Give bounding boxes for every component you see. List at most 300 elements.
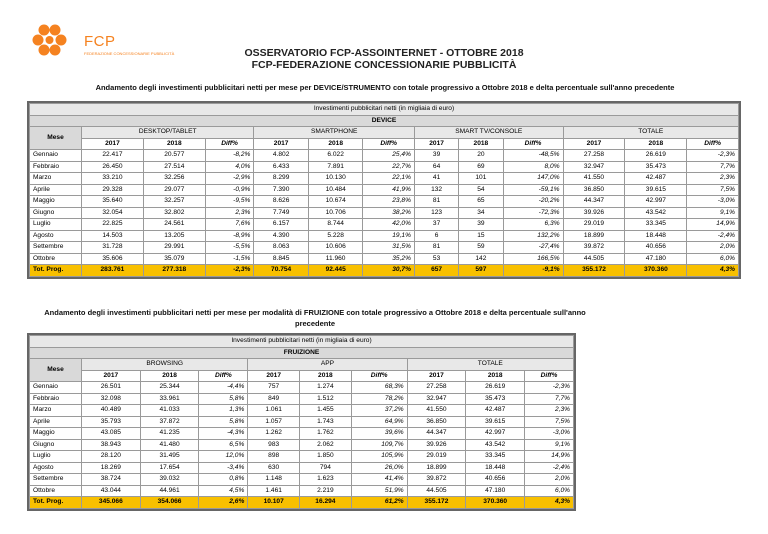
column-header: Diff% <box>199 370 248 382</box>
month-cell: Tot. Prog. <box>30 265 82 277</box>
value-cell: 29.019 <box>563 219 625 231</box>
value-cell: 17.654 <box>140 462 199 474</box>
column-header: Diff% <box>525 370 574 382</box>
value-cell: 41,9% <box>363 184 415 196</box>
column-header: 2017 <box>563 138 625 150</box>
value-cell: 32.098 <box>82 393 141 405</box>
value-cell: 37.872 <box>140 416 199 428</box>
value-cell: 47.180 <box>466 485 525 497</box>
value-cell: 41.480 <box>140 439 199 451</box>
value-cell: 132,2% <box>503 230 563 242</box>
table-row <box>30 207 739 219</box>
value-cell: 6,0% <box>687 253 739 265</box>
table2-description: Andamento degli investimenti pubblicitari netti per mese per modalità di FRUIZIONE con totale progressivo a Ottobre 2018 e delta percentuale sull'anno precedente <box>44 308 586 328</box>
value-cell: -2,9% <box>205 173 254 185</box>
value-cell: 39.615 <box>625 184 687 196</box>
column-header: 2017 <box>414 138 458 150</box>
value-cell: 630 <box>248 462 300 474</box>
value-cell: -72,3% <box>503 207 563 219</box>
value-cell: 33.961 <box>140 393 199 405</box>
value-cell: 32.947 <box>407 393 466 405</box>
value-cell: 597 <box>459 265 503 277</box>
value-cell: 757 <box>248 382 300 394</box>
value-cell: 2,6% <box>199 497 248 509</box>
value-cell: 18.448 <box>625 230 687 242</box>
value-cell: 78,2% <box>351 393 407 405</box>
value-cell: 7,7% <box>687 161 739 173</box>
value-cell: 36.850 <box>407 416 466 428</box>
value-cell: 64,9% <box>351 416 407 428</box>
group-header: DESKTOP/TABLET <box>82 127 254 139</box>
column-header: 2018 <box>300 370 352 382</box>
value-cell: 39 <box>459 219 503 231</box>
value-cell: 2,0% <box>525 474 574 486</box>
value-cell: 35,2% <box>363 253 415 265</box>
value-cell: 32.257 <box>143 196 205 208</box>
value-cell: 61,2% <box>351 497 407 509</box>
value-cell: -3,0% <box>525 428 574 440</box>
month-cell: Tot. Prog. <box>30 497 82 509</box>
value-cell: 27.514 <box>143 161 205 173</box>
value-cell: 11.960 <box>308 253 363 265</box>
value-cell: 2,0% <box>687 242 739 254</box>
value-cell: 1.262 <box>248 428 300 440</box>
value-cell: 34 <box>459 207 503 219</box>
value-cell: 40.656 <box>625 242 687 254</box>
value-cell: 19,1% <box>363 230 415 242</box>
value-cell: 43.542 <box>625 207 687 219</box>
value-cell: 6.433 <box>254 161 309 173</box>
table-row <box>30 230 739 242</box>
table-row <box>30 451 574 463</box>
table-row <box>30 439 574 451</box>
table-row <box>30 382 574 394</box>
value-cell: 27.258 <box>407 382 466 394</box>
value-cell: 0,8% <box>199 474 248 486</box>
value-cell: 40.489 <box>82 405 141 417</box>
value-cell: 32.256 <box>143 173 205 185</box>
table-row <box>30 416 574 428</box>
month-cell: Giugno <box>30 439 82 451</box>
value-cell: 39.926 <box>407 439 466 451</box>
value-cell: 2.062 <box>300 439 352 451</box>
value-cell: 7,5% <box>687 184 739 196</box>
value-cell: 35.640 <box>82 196 144 208</box>
value-cell: 32.947 <box>563 161 625 173</box>
column-header: 2017 <box>82 370 141 382</box>
month-cell: Agosto <box>30 462 82 474</box>
value-cell: 42.487 <box>466 405 525 417</box>
value-cell: 2,3% <box>205 207 254 219</box>
value-cell: 81 <box>414 242 458 254</box>
report-subtitle: FCP-FEDERAZIONE CONCESSIONARIE PUBBLICITÀ <box>251 59 517 71</box>
table1-caption: Investimenti pubblicitari netti (in migliaia di euro) <box>30 104 739 116</box>
value-cell: -2,3% <box>687 150 739 162</box>
month-cell: Maggio <box>30 428 82 440</box>
value-cell: 41.550 <box>563 173 625 185</box>
table-row <box>30 219 739 231</box>
total-row <box>30 497 574 509</box>
value-cell: 22,1% <box>363 173 415 185</box>
value-cell: 27.258 <box>563 150 625 162</box>
group-header: SMARTPHONE <box>254 127 415 139</box>
value-cell: 142 <box>459 253 503 265</box>
value-cell: 166,5% <box>503 253 563 265</box>
month-cell: Settembre <box>30 474 82 486</box>
value-cell: 26.619 <box>625 150 687 162</box>
value-cell: 101 <box>459 173 503 185</box>
value-cell: 5.228 <box>308 230 363 242</box>
month-cell: Luglio <box>30 219 82 231</box>
value-cell: 14.503 <box>82 230 144 242</box>
fruizione-table <box>29 335 574 509</box>
value-cell: 370.360 <box>625 265 687 277</box>
value-cell: 1.061 <box>248 405 300 417</box>
value-cell: 7.749 <box>254 207 309 219</box>
value-cell: 14,9% <box>687 219 739 231</box>
value-cell: 37 <box>414 219 458 231</box>
value-cell: 43.044 <box>82 485 141 497</box>
value-cell: 53 <box>414 253 458 265</box>
value-cell: 20 <box>459 150 503 162</box>
value-cell: 68,3% <box>351 382 407 394</box>
table2-caption: Investimenti pubblicitari netti (in migliaia di euro) <box>30 336 574 348</box>
month-cell: Ottobre <box>30 485 82 497</box>
value-cell: 4.390 <box>254 230 309 242</box>
value-cell: 35.793 <box>82 416 141 428</box>
value-cell: 38,2% <box>363 207 415 219</box>
column-header: Diff% <box>687 138 739 150</box>
mese-header: Mese <box>30 359 82 382</box>
column-header: 2017 <box>407 370 466 382</box>
month-cell: Marzo <box>30 405 82 417</box>
column-header: Diff% <box>363 138 415 150</box>
value-cell: 32.802 <box>143 207 205 219</box>
value-cell: 26.501 <box>82 382 141 394</box>
logo-text: FCP <box>84 33 116 50</box>
value-cell: 22.417 <box>82 150 144 162</box>
column-header: 2017 <box>82 138 144 150</box>
month-cell: Luglio <box>30 451 82 463</box>
month-cell: Settembre <box>30 242 82 254</box>
value-cell: 16.294 <box>300 497 352 509</box>
value-cell: 35.473 <box>466 393 525 405</box>
value-cell: 1.461 <box>248 485 300 497</box>
month-cell: Maggio <box>30 196 82 208</box>
value-cell: 24.561 <box>143 219 205 231</box>
value-cell: 39.926 <box>563 207 625 219</box>
value-cell: 794 <box>300 462 352 474</box>
value-cell: 41 <box>414 173 458 185</box>
column-header: Diff% <box>205 138 254 150</box>
value-cell: -9,5% <box>205 196 254 208</box>
value-cell: 1.274 <box>300 382 352 394</box>
value-cell: 38.724 <box>82 474 141 486</box>
group-header: TOTALE <box>407 359 573 371</box>
value-cell: 18.899 <box>407 462 466 474</box>
value-cell: 64 <box>414 161 458 173</box>
value-cell: 283.761 <box>82 265 144 277</box>
value-cell: 8.063 <box>254 242 309 254</box>
value-cell: 1.850 <box>300 451 352 463</box>
value-cell: 8.626 <box>254 196 309 208</box>
value-cell: 1.743 <box>300 416 352 428</box>
value-cell: -1,5% <box>205 253 254 265</box>
value-cell: 42,0% <box>363 219 415 231</box>
value-cell: 26,0% <box>351 462 407 474</box>
value-cell: 6 <box>414 230 458 242</box>
value-cell: 123 <box>414 207 458 219</box>
table-row <box>30 485 574 497</box>
value-cell: -20,2% <box>503 196 563 208</box>
value-cell: 25,4% <box>363 150 415 162</box>
value-cell: 42.997 <box>625 196 687 208</box>
value-cell: 33.345 <box>466 451 525 463</box>
value-cell: 8,0% <box>503 161 563 173</box>
value-cell: -3,0% <box>687 196 739 208</box>
value-cell: 4.802 <box>254 150 309 162</box>
value-cell: 51,9% <box>351 485 407 497</box>
value-cell: 26.619 <box>466 382 525 394</box>
value-cell: 10.484 <box>308 184 363 196</box>
value-cell: 8.744 <box>308 219 363 231</box>
table1-section: DEVICE <box>30 115 739 127</box>
device-table <box>29 103 739 277</box>
value-cell: 41.550 <box>407 405 466 417</box>
value-cell: 355.172 <box>407 497 466 509</box>
value-cell: 40.656 <box>466 474 525 486</box>
value-cell: 18.448 <box>466 462 525 474</box>
value-cell: 657 <box>414 265 458 277</box>
month-cell: Aprile <box>30 416 82 428</box>
column-header: 2018 <box>308 138 363 150</box>
value-cell: -4,4% <box>199 382 248 394</box>
value-cell: 109,7% <box>351 439 407 451</box>
value-cell: 42.487 <box>625 173 687 185</box>
value-cell: 15 <box>459 230 503 242</box>
value-cell: 29.077 <box>143 184 205 196</box>
value-cell: 44.505 <box>563 253 625 265</box>
total-row <box>30 265 739 277</box>
table-row <box>30 173 739 185</box>
value-cell: 20.577 <box>143 150 205 162</box>
month-cell: Marzo <box>30 173 82 185</box>
value-cell: 42.997 <box>466 428 525 440</box>
column-header: 2018 <box>459 138 503 150</box>
value-cell: 41.033 <box>140 405 199 417</box>
value-cell: 22,7% <box>363 161 415 173</box>
value-cell: 39,6% <box>351 428 407 440</box>
value-cell: 29.328 <box>82 184 144 196</box>
table-row <box>30 474 574 486</box>
value-cell: 22.825 <box>82 219 144 231</box>
value-cell: 1.057 <box>248 416 300 428</box>
value-cell: 39.872 <box>563 242 625 254</box>
report-title: OSSERVATORIO FCP-ASSOINTERNET - OTTOBRE 2018 <box>244 47 524 59</box>
value-cell: 10.107 <box>248 497 300 509</box>
value-cell: 39.615 <box>466 416 525 428</box>
value-cell: -9,1% <box>503 265 563 277</box>
value-cell: 2.219 <box>300 485 352 497</box>
month-cell: Febbraio <box>30 161 82 173</box>
value-cell: 54 <box>459 184 503 196</box>
table-row <box>30 161 739 173</box>
month-cell: Agosto <box>30 230 82 242</box>
value-cell: -5,5% <box>205 242 254 254</box>
table-row <box>30 196 739 208</box>
value-cell: 28.120 <box>82 451 141 463</box>
value-cell: 44.961 <box>140 485 199 497</box>
value-cell: -2,4% <box>687 230 739 242</box>
value-cell: 26.450 <box>82 161 144 173</box>
value-cell: 23,8% <box>363 196 415 208</box>
month-cell: Febbraio <box>30 393 82 405</box>
value-cell: 39 <box>414 150 458 162</box>
value-cell: 31.495 <box>140 451 199 463</box>
value-cell: 1.762 <box>300 428 352 440</box>
value-cell: 44.347 <box>563 196 625 208</box>
value-cell: 30,7% <box>363 265 415 277</box>
value-cell: 36.850 <box>563 184 625 196</box>
table-row <box>30 150 739 162</box>
value-cell: -59,1% <box>503 184 563 196</box>
value-cell: 69 <box>459 161 503 173</box>
value-cell: 6.022 <box>308 150 363 162</box>
column-header: Diff% <box>503 138 563 150</box>
value-cell: 6,3% <box>503 219 563 231</box>
value-cell: 39.872 <box>407 474 466 486</box>
value-cell: 2,3% <box>687 173 739 185</box>
column-header: 2018 <box>625 138 687 150</box>
table-row <box>30 184 739 196</box>
value-cell: 1.455 <box>300 405 352 417</box>
value-cell: 43.542 <box>466 439 525 451</box>
value-cell: 355.172 <box>563 265 625 277</box>
value-cell: 14,9% <box>525 451 574 463</box>
table1-description: Andamento degli investimenti pubblicitari netti per mese per DEVICE/STRUMENTO con totale progressivo a Ottobre 2018 e delta percentuale sull'anno precedente <box>95 83 675 92</box>
value-cell: 33.210 <box>82 173 144 185</box>
value-cell: 132 <box>414 184 458 196</box>
value-cell: 4,3% <box>525 497 574 509</box>
value-cell: 10.674 <box>308 196 363 208</box>
value-cell: -3,4% <box>199 462 248 474</box>
logo-subtitle: FEDERAZIONE CONCESSIONARIE PUBBLICITÀ <box>84 51 175 56</box>
value-cell: 39.032 <box>140 474 199 486</box>
column-header: 2017 <box>254 138 309 150</box>
value-cell: 5,8% <box>199 416 248 428</box>
month-cell: Giugno <box>30 207 82 219</box>
group-header: APP <box>248 359 407 371</box>
value-cell: 5,8% <box>199 393 248 405</box>
value-cell: 898 <box>248 451 300 463</box>
value-cell: 7,5% <box>525 416 574 428</box>
value-cell: 147,0% <box>503 173 563 185</box>
value-cell: 4,0% <box>205 161 254 173</box>
value-cell: 81 <box>414 196 458 208</box>
value-cell: -4,3% <box>199 428 248 440</box>
column-header: 2018 <box>466 370 525 382</box>
value-cell: -0,9% <box>205 184 254 196</box>
column-header: 2017 <box>248 370 300 382</box>
value-cell: 9,1% <box>525 439 574 451</box>
value-cell: -2,3% <box>525 382 574 394</box>
value-cell: 7.891 <box>308 161 363 173</box>
value-cell: 32.054 <box>82 207 144 219</box>
value-cell: 44.347 <box>407 428 466 440</box>
value-cell: 25.344 <box>140 382 199 394</box>
table2-section: FRUIZIONE <box>30 347 574 359</box>
table-row <box>30 242 739 254</box>
mese-header: Mese <box>30 127 82 150</box>
value-cell: 18.899 <box>563 230 625 242</box>
value-cell: 8.845 <box>254 253 309 265</box>
value-cell: 18.269 <box>82 462 141 474</box>
group-header: BROWSING <box>82 359 248 371</box>
group-header: TOTALE <box>563 127 738 139</box>
table-row <box>30 393 574 405</box>
value-cell: 1.148 <box>248 474 300 486</box>
table-row <box>30 405 574 417</box>
value-cell: 12,0% <box>199 451 248 463</box>
value-cell: 35.473 <box>625 161 687 173</box>
value-cell: 41.235 <box>140 428 199 440</box>
value-cell: 35.606 <box>82 253 144 265</box>
value-cell: 4,3% <box>687 265 739 277</box>
value-cell: 849 <box>248 393 300 405</box>
value-cell: 7,7% <box>525 393 574 405</box>
value-cell: 41,4% <box>351 474 407 486</box>
value-cell: 70.754 <box>254 265 309 277</box>
value-cell: -27,4% <box>503 242 563 254</box>
value-cell: 8.299 <box>254 173 309 185</box>
value-cell: 65 <box>459 196 503 208</box>
value-cell: 4,5% <box>199 485 248 497</box>
value-cell: 370.360 <box>466 497 525 509</box>
value-cell: -48,5% <box>503 150 563 162</box>
month-cell: Gennaio <box>30 150 82 162</box>
value-cell: 92.445 <box>308 265 363 277</box>
month-cell: Aprile <box>30 184 82 196</box>
value-cell: 354.066 <box>140 497 199 509</box>
value-cell: 10.706 <box>308 207 363 219</box>
value-cell: 59 <box>459 242 503 254</box>
value-cell: 7,6% <box>205 219 254 231</box>
value-cell: 1.623 <box>300 474 352 486</box>
value-cell: 10.130 <box>308 173 363 185</box>
value-cell: 35.079 <box>143 253 205 265</box>
value-cell: 6.157 <box>254 219 309 231</box>
value-cell: 47.180 <box>625 253 687 265</box>
value-cell: 44.505 <box>407 485 466 497</box>
column-header: 2018 <box>143 138 205 150</box>
value-cell: 33.345 <box>625 219 687 231</box>
table-row <box>30 253 739 265</box>
value-cell: 983 <box>248 439 300 451</box>
value-cell: 6,5% <box>199 439 248 451</box>
value-cell: -2,3% <box>205 265 254 277</box>
value-cell: 43.085 <box>82 428 141 440</box>
value-cell: 1.512 <box>300 393 352 405</box>
value-cell: 13.205 <box>143 230 205 242</box>
value-cell: -2,4% <box>525 462 574 474</box>
value-cell: 37,2% <box>351 405 407 417</box>
value-cell: 105,9% <box>351 451 407 463</box>
value-cell: 1,3% <box>199 405 248 417</box>
value-cell: 345.066 <box>82 497 141 509</box>
value-cell: 2,3% <box>525 405 574 417</box>
value-cell: -8,2% <box>205 150 254 162</box>
value-cell: 29.991 <box>143 242 205 254</box>
